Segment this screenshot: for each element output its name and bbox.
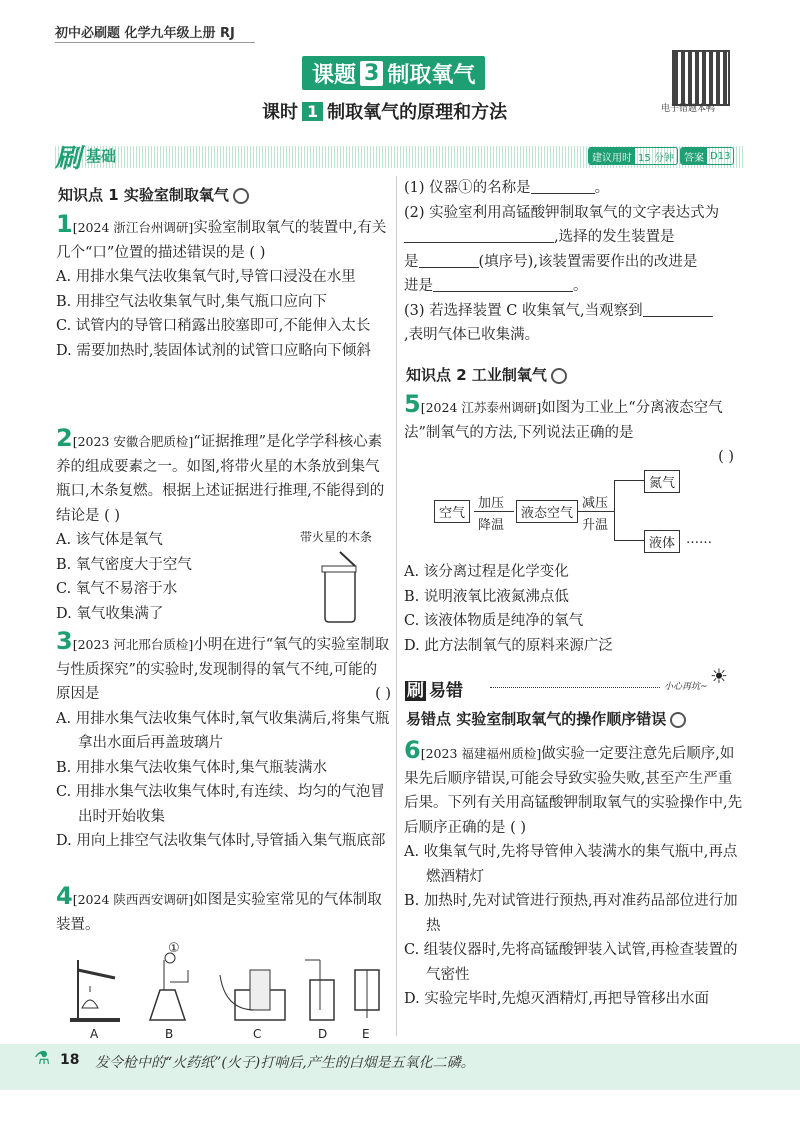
q2-source: [2023 安徽合肥质检] [72, 434, 194, 449]
q1-stem: 实验室制取氧气的装置中,有关几个“口”位置的描述错误的是 ( ) [56, 220, 387, 261]
flow-branch-down [614, 540, 644, 541]
q4-part1: (1) 仪器①的名称是 [404, 180, 531, 196]
q5-paren: ( ) [718, 449, 734, 465]
lesson-name: 制取氧气的原理和方法 [327, 102, 508, 123]
answer-blank[interactable] [433, 275, 573, 292]
q3-number: 3 [56, 627, 73, 655]
book-header: 初中必刷题 化学九年级上册 RJ [55, 26, 235, 41]
q4-label-a: A [90, 1027, 99, 1041]
q4-label-d: D [318, 1027, 328, 1041]
error-dotted-rule [490, 687, 660, 688]
q4-stem: 如图是实验室常见的气体制取装置。 [56, 892, 382, 933]
q4-part3: (3) 若选择装置 C 收集氧气,当观察到 [404, 302, 643, 319]
q5-option-d: D. 此方法制氧气的原料来源广泛 [404, 637, 613, 654]
flow-step2-top: 减压 [582, 496, 609, 511]
q1-source: [2024 浙江台州调研] [72, 220, 194, 235]
gas-jar-illustration [310, 548, 370, 624]
q6-option-d: D. 实验完毕时,先熄灭酒精灯,再把导管移出水面 [404, 991, 710, 1007]
answer-blank[interactable] [419, 251, 479, 268]
time-value: 15 分钟 [638, 152, 674, 164]
target-icon [233, 188, 249, 204]
q3-option-b: B. 用排水集气法收集气体时,集气瓶装满水 [56, 759, 327, 776]
sun-doodle-icon: ☀ [710, 664, 728, 688]
question-1 [56, 212, 391, 363]
q2-stem: “证据推理”是化学学科核心素养的组成要素之一。如图,将带火星的木条放到集气瓶口,木条复燃。根据上述证据进行推理,不能得到的结论是 ( ) [56, 434, 385, 524]
q2-option-a: A. 该气体是氧气 [56, 532, 163, 548]
page-number: 18 [60, 1052, 80, 1068]
q2-option-d: D. 氧气收集满了 [56, 605, 164, 622]
flow-gas: 氮气 [644, 470, 680, 493]
flow-ellipsis: …… [686, 532, 712, 547]
q5-option-b: B. 说明液氧比液氮沸点低 [404, 588, 569, 605]
q3-source: [2023 河北邢台质检] [72, 637, 194, 652]
knowledge-point-1 [58, 184, 249, 205]
flow-branch [614, 480, 615, 540]
error-section-title [405, 676, 463, 701]
flow-liquid-air: 液态空气 [516, 500, 578, 523]
error-brush-badge: 刷 [407, 681, 424, 701]
knowledge-point-2 [406, 364, 567, 385]
answer-label: 答案 [681, 148, 707, 164]
q4-label-e: E [362, 1027, 370, 1041]
q3-option-a: A. 用排水集气法收集气体时,氧气收集满后,将集气瓶拿出水面后再盖玻璃片 [56, 710, 390, 751]
q6-option-b: B. 加热时,先对试管进行预热,再对准药品部位进行加热 [404, 893, 738, 934]
flow-step1-top: 加压 [478, 496, 505, 511]
q4-label-b: B [165, 1027, 174, 1041]
header-divider [55, 42, 255, 43]
flow-air: 空气 [434, 500, 470, 523]
q6-option-c: C. 组装仪器时,先将高锰酸钾装入试管,再检查装置的气密性 [404, 942, 738, 983]
q4-source: [2024 陕西西安调研] [72, 892, 194, 907]
time-tag [588, 147, 678, 165]
q4-part2-end: 。 [573, 278, 588, 294]
q6-option-a: A. 收集氧气时,先将导管伸入装满水的集气瓶中,再点燃酒精灯 [404, 844, 738, 885]
q2-number: 2 [56, 424, 73, 452]
lesson-number: 1 [302, 102, 323, 121]
q5-number: 5 [404, 390, 421, 418]
target-icon [551, 368, 567, 384]
q4-part1-end: 。 [594, 180, 610, 196]
qr-caption: 电子错题本鸭 [661, 104, 716, 114]
q4-part2: (2) 实验室利用高锰酸钾制取氧气的文字表达式为 [404, 204, 720, 221]
q3-option-c: C. 用排水集气法收集气体时,有连续、均匀的气泡冒出时开始收集 [56, 784, 385, 825]
q4-subquestions: (1) 仪器①的名称是 。 (2) 实验室利用高锰酸钾制取氧气的文字表达式为,选择的发生装置是 是 (填序号),该装置需要作出的改进是 进是 。 (3) 若选择装置 C 收集氧气,当观察到 ,表明气体已收集满。 [404, 176, 746, 348]
kp1-label: 知识点 1 实验室制取氧气 [58, 186, 229, 204]
q3-stem: 小明在进行“氧气的实验室制取与性质探究”的实验时,发现制得的氧气不纯,可能的原因是 [56, 637, 390, 702]
apparatus-b [150, 953, 188, 1020]
flow-step1-bottom: 降温 [478, 518, 505, 533]
q5-options [404, 560, 746, 658]
section-name: 基础 [86, 147, 117, 165]
q1-option-d: D. 需要加热时,装固体试剂的试管口应略向下倾斜 [56, 342, 371, 359]
flow-arrow-2 [578, 511, 614, 512]
flow-step2-bottom: 升温 [582, 518, 609, 533]
q1-number: 1 [56, 210, 73, 238]
q5-source: [2024 江苏泰州调研] [420, 400, 542, 415]
q5-option-c: C. 该液体物质是纯净的氧气 [404, 613, 584, 629]
apparatus-e [355, 970, 379, 1018]
topic-name: 制取氧气 [387, 62, 476, 88]
footer-note: 发令枪中的“火药纸”(火子)打响后,产生的白烟是五氧化二磷。 [95, 1055, 475, 1071]
flask-icon: ⚗ [34, 1048, 51, 1069]
q6-number: 6 [404, 736, 421, 764]
flow-liquid: 液体 [644, 530, 680, 553]
q5-stem: 如图为工业上“分离液态空气法”制氧气的方法,下列说法正确的是 [404, 400, 723, 441]
flow-arrow-1 [474, 511, 514, 512]
q1-option-a: A. 用排水集气法收集氧气时,导管口浸没在水里 [56, 269, 356, 285]
q4-label-c: C [253, 1027, 262, 1041]
apparatus-d [305, 960, 334, 1020]
lesson-prefix: 课时 [262, 102, 298, 123]
answer-value: D13 [710, 150, 731, 162]
apparatus-a [70, 960, 120, 1022]
kp2-label: 知识点 2 工业制氧气 [406, 366, 547, 384]
answer-blank[interactable] [404, 226, 554, 243]
q2-option-c: C. 氧气不易溶于水 [56, 581, 178, 597]
q1-option-b: B. 用排空气法收集氧气时,集气瓶口应向下 [56, 293, 327, 310]
answer-blank[interactable] [643, 300, 713, 317]
answer-blank[interactable] [531, 177, 595, 194]
time-label: 建议用时 [589, 148, 635, 164]
question-5 [404, 392, 746, 470]
q5-option-a: A. 该分离过程是化学变化 [404, 564, 569, 580]
topic-number: 3 [360, 61, 383, 86]
q6-source: [2023 福建福州质检] [420, 746, 542, 761]
q4-number: 4 [56, 882, 73, 910]
question-6 [404, 738, 746, 1012]
q3-paren: ( ) [375, 686, 391, 702]
section-brush-label: 刷 [55, 144, 82, 174]
q4-marker-1: ① [168, 941, 180, 956]
q2-option-b: B. 氧气密度大于空气 [56, 556, 192, 573]
q4-part2b: ,选择的发生装置是 [554, 229, 675, 245]
lab-apparatus-diagram [60, 940, 390, 1040]
answer-tag [680, 147, 734, 165]
q1-option-c: C. 试管内的导管口稍露出胶塞即可,不能伸入太长 [56, 318, 371, 334]
lesson-title [262, 98, 507, 124]
q4-part2c: (填序号),该装置需要作出的改进是 [478, 253, 698, 270]
qr-code-icon[interactable] [672, 50, 730, 106]
q2-image-label: 带火星的木条 [300, 530, 373, 544]
q6-stem: 做实验一定要注意先后顺序,如果先后顺序错误,可能会导致实验失败,甚至产生严重后果。下列有关用高锰酸钾制取氧气的实验操作中,先后顺序正确的是 ( ) [404, 746, 743, 836]
question-3 [56, 629, 391, 854]
error-point-label: 易错点 实验室制取氧气的操作顺序错误 [406, 710, 667, 728]
error-point [406, 708, 686, 729]
q5-flow-diagram [430, 466, 750, 556]
error-tip: 小心再坑~ [664, 682, 708, 692]
topic-title [302, 56, 485, 90]
column-divider [396, 176, 397, 1036]
apparatus-c [220, 970, 285, 1020]
question-4 [56, 884, 391, 937]
q4-part3-end: ,表明气体已收集满。 [404, 327, 540, 343]
error-section-name: 易错 [429, 681, 463, 701]
topic-prefix: 课题 [312, 62, 357, 88]
q3-option-d: D. 用向上排空气法收集气体时,导管插入集气瓶底部 [56, 833, 386, 849]
target-icon [670, 712, 686, 728]
flow-branch-up [614, 480, 644, 481]
